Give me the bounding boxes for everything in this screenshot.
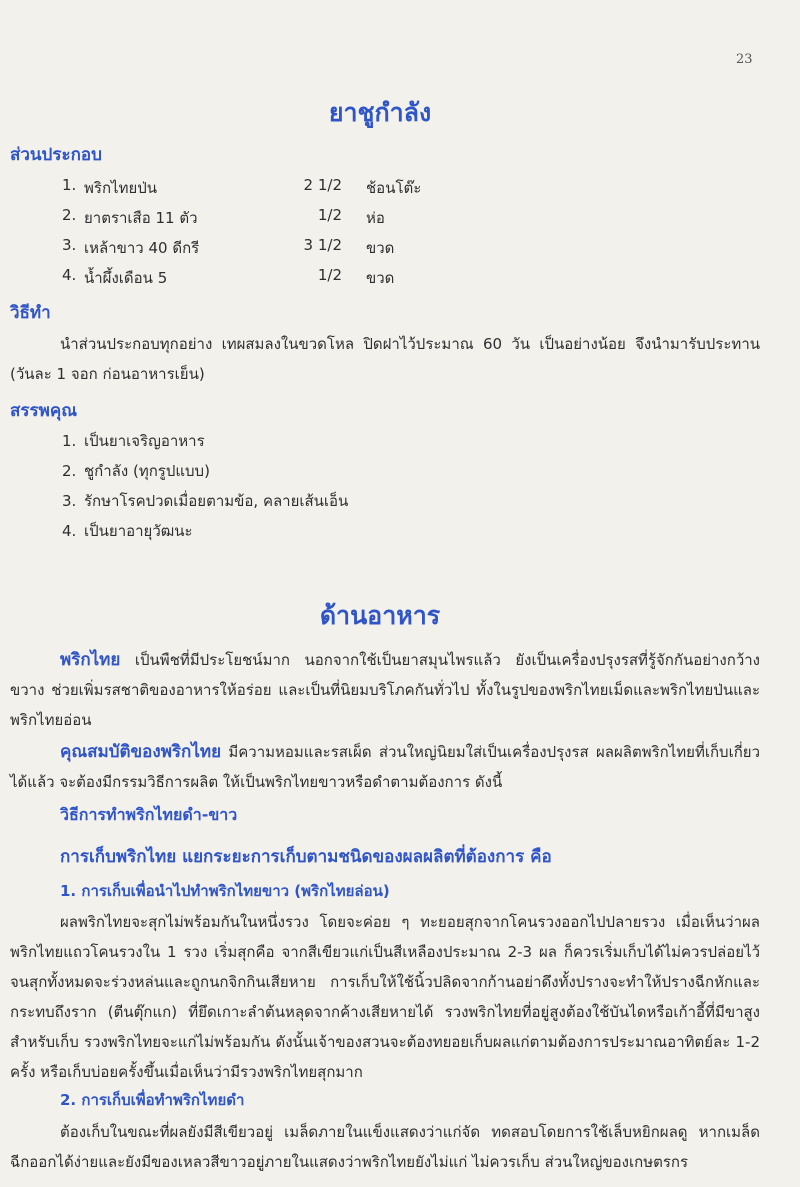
processing-method-heading: วิธีการทำพริกไทยดำ-ขาว bbox=[60, 805, 238, 824]
black-pepper-heading: 2. การเก็บเพื่อทำพริกไทยดำ bbox=[60, 1091, 245, 1109]
white-pepper-text: ผลพริกไทยจะสุกไม่พร้อมกันในหนึ่งรวง โดยจะค่อย ๆ ทะยอยสุกจากโคนรวงออกไปปลายรวง เมื่อเห็นว่าผลพริกไทยแถวโคนรวงใน 1 รวง เริ่มสุกคือ จากสีเขียวแก่เป็นสีเหลืองประมาณ 2-3 ผล ก็ควรเริ่มเก็บได้ไม่ควรปล่อยไว้จนสุกทั้งหมดจะร่วงหล่นและถูกนกจิกกินเสียหาย การเก็บให้ใช้นิ้วปลิดจากก้านอย่าดึงทั้งปรางจะทำให้ปรางฉีกหักและกระทบถึงราก (ตีนตุ๊กแก) ที่ยึดเกาะลำต้นหลุดจากค้างเสียหายได้ รวงพริกไทยที่อยู่สูงต้องใช้บันไดหรือเก้าอี้ที่มีขาสูงสำหรับเก็บ รวงพริกไทยจะแก่ไม่พร้อมกัน ดังนั้นเจ้าของสวนจะต้องทยอยเก็บผลแก่ตามต้องการประมาณอาทิตย์ละ 1-2 ครั้ง หรือเก็บบ่อยครั้งขึ้นเมื่อเห็นว่ามีรวงพริกไทยสุกมาก bbox=[10, 913, 760, 1081]
paragraph-lead: คุณสมบัติของพริกไทย bbox=[60, 742, 222, 762]
food-title: ด้านอาหาร bbox=[319, 601, 441, 630]
ingredient-unit: ขวด bbox=[366, 239, 395, 257]
benefit-number: 1. bbox=[62, 432, 77, 450]
ingredient-name: พริกไทยป่น bbox=[84, 179, 158, 197]
benefit-number: 2. bbox=[62, 462, 77, 480]
benefit-text: เป็นยาเจริญอาหาร bbox=[84, 432, 205, 450]
ingredient-unit: ช้อนโต๊ะ bbox=[366, 179, 422, 197]
ingredient-quantity: 3 1/2 bbox=[303, 236, 342, 254]
benefit-text: ชูกำลัง (ทุกรูปแบบ) bbox=[84, 462, 210, 480]
benefit-item bbox=[62, 489, 348, 513]
benefit-number: 4. bbox=[62, 522, 77, 540]
ingredient-unit: ขวด bbox=[366, 269, 395, 287]
ingredient-name: เหล้าขาว 40 ดีกรี bbox=[84, 239, 200, 257]
ingredient-number: 3. bbox=[62, 236, 77, 254]
ingredient-name: ยาตราเสือ 11 ตัว bbox=[84, 209, 198, 227]
food-paragraph bbox=[10, 645, 760, 735]
white-pepper-heading: 1. การเก็บเพื่อนำไปทำพริกไทยขาว (พริกไทยล่อน) bbox=[60, 882, 390, 900]
ingredient-number: 4. bbox=[62, 266, 77, 284]
ingredients-heading: ส่วนประกอบ bbox=[10, 145, 102, 165]
paragraph-lead: พริกไทย bbox=[60, 650, 121, 670]
ingredient-quantity: 1/2 bbox=[317, 266, 342, 284]
properties-paragraph bbox=[10, 737, 760, 797]
ingredient-number: 2. bbox=[62, 206, 77, 224]
black-pepper-text: ต้องเก็บในขณะที่ผลยังมีสีเขียวอยู่ เมล็ดภายในแข็งแสดงว่าแก่จัด ทดสอบโดยการใช้เล็บหยิกผลดู หากเมล็ดฉีกออกได้ง่ายและยังมีของเหลวสีขาวอยู่ภายในแสดงว่าพริกไทยยังไม่แก่ ไม่ควรเก็บ ส่วนใหญ่ของเกษตรกร bbox=[10, 1123, 760, 1171]
benefit-item bbox=[62, 429, 205, 453]
page-number: 23 bbox=[736, 52, 753, 67]
benefit-number: 3. bbox=[62, 492, 77, 510]
method-heading: วิธีทำ bbox=[10, 303, 51, 323]
ingredient-number: 1. bbox=[62, 176, 77, 194]
benefit-text: รักษาโรคปวดเมื่อยตามข้อ, คลายเส้นเอ็น bbox=[84, 492, 349, 510]
paragraph-text: เป็นพืชที่มีประโยชน์มาก นอกจากใช้เป็นยาสมุนไพรแล้ว ยังเป็นเครื่องปรุงรสที่รู้จักกันอย่างกว้างขวาง ช่วยเพิ่มรสชาติของอาหารให้อร่อย และเป็นที่นิยมบริโภคกันทั่วไป ทั้งในรูปของพริกไทยเม็ดและพริกไทยป่นและพริกไทยอ่อน bbox=[10, 651, 760, 729]
benefit-item bbox=[62, 519, 193, 543]
harvest-heading: การเก็บพริกไทย แยกระยะการเก็บตามชนิดของผลผลิตที่ต้องการ คือ bbox=[60, 847, 552, 867]
ingredient-name: น้ำผึ้งเดือน 5 bbox=[84, 269, 168, 287]
benefit-item bbox=[62, 459, 210, 483]
ingredient-quantity: 1/2 bbox=[317, 206, 342, 224]
tonic-title: ยาชูกำลัง bbox=[328, 98, 432, 127]
method-text: นำส่วนประกอบทุกอย่าง เทผสมลงในขวดโหล ปิดฝาไว้ประมาณ 60 วัน เป็นอย่างน้อย จึงนำมารับประทาน (วันละ 1 จอก ก่อนอาหารเย็น) bbox=[10, 335, 760, 383]
ingredient-unit: ห่อ bbox=[366, 209, 385, 227]
benefits-heading: สรรพคุณ bbox=[10, 401, 77, 421]
benefit-text: เป็นยาอายุวัฒนะ bbox=[84, 522, 193, 540]
ingredient-quantity: 2 1/2 bbox=[303, 176, 342, 194]
paragraph-text: มีความหอมและรสเผ็ด ส่วนใหญ่นิยมใส่เป็นเครื่องปรุงรส ผลผลิตพริกไทยที่เก็บเกี่ยวได้แล้ว จะต้องมีกรรมวิธีการผลิต ให้เป็นพริกไทยขาวหรือดำตามต้องการ ดังนี้ bbox=[10, 743, 760, 791]
